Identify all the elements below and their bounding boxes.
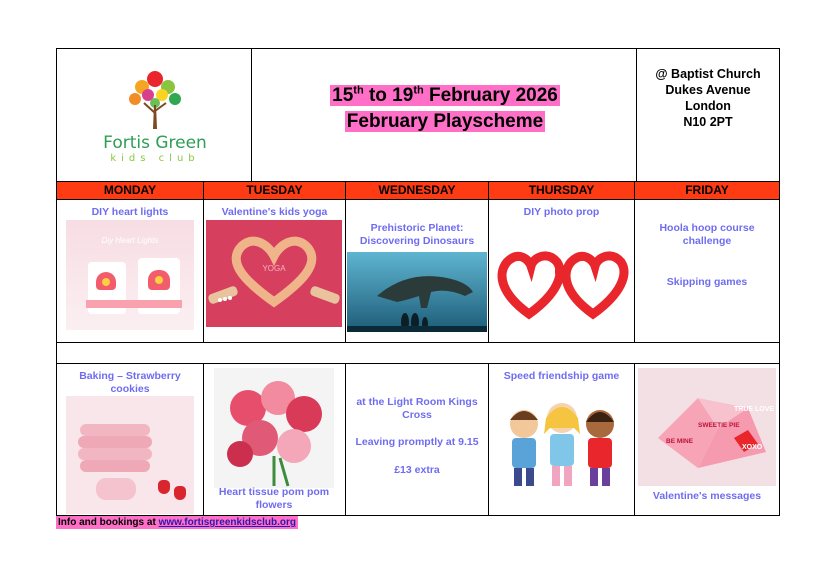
day-header-monday: MONDAY (56, 181, 204, 200)
week1-friday-cell (634, 199, 780, 343)
logo-cell (56, 48, 252, 182)
light-room-location: at the Light Room Kings Cross (356, 396, 478, 421)
activity-pom-pom-flowers: Heart tissue pom pom flowers (218, 486, 330, 511)
activity-diy-heart-lights: DIY heart lights (91, 206, 169, 218)
page-subtitle: February Playscheme (346, 111, 544, 133)
valentine-fortune-teller-photo: TRUE LOVE SWEETIE PIE XOXO BE MINE (638, 368, 776, 486)
activity-valentines-messages: Valentine's messages (652, 490, 762, 502)
activity-valentines-yoga: Valentine's kids yoga (221, 206, 328, 218)
page-title: 15th to 19th February 2026 (332, 85, 558, 107)
activity-skipping-games: Skipping games (666, 276, 748, 288)
heart-glasses-photo (493, 222, 630, 328)
day-header-friday: FRIDAY (634, 181, 780, 200)
strawberry-cookies-photo (66, 396, 194, 514)
spacer-row (56, 342, 780, 364)
day-header-tuesday: TUESDAY (203, 181, 346, 200)
yoga-heart-hands-photo: YOGA (206, 220, 342, 327)
pom-pom-flowers-photo (214, 368, 334, 488)
heart-lights-photo: Diy Heart Lights (66, 220, 194, 330)
logo-tagline: kids club (110, 153, 200, 164)
activity-speed-friendship: Speed friendship game (503, 370, 620, 382)
address-block: @ Baptist Church Dukes Avenue London N10 2PT (655, 67, 761, 129)
day-header-thursday: THURSDAY (488, 181, 635, 200)
schedule-table (56, 48, 780, 516)
extra-cost: £13 extra (394, 464, 440, 476)
title-cell (251, 48, 637, 182)
footer-info: Info and bookings at www.fortisgreenkidsclub.org (58, 517, 296, 528)
activity-prehistoric-planet: Prehistoric Planet: Discovering Dinosaurs (359, 222, 475, 247)
dinosaur-photo (347, 252, 487, 332)
activity-hoola-hoop: Hoola hoop course challenge (659, 222, 755, 247)
activity-diy-photo-prop: DIY photo prop (523, 206, 600, 218)
activity-baking-cookies: Baking – Strawberry cookies (79, 370, 181, 395)
leaving-time: Leaving promptly at 9.15 (355, 436, 479, 448)
website-link[interactable]: www.fortisgreenkidsclub.org (158, 517, 296, 528)
logo-name: Fortis Green (103, 133, 207, 153)
tree-logo-icon (120, 69, 190, 131)
day-header-wednesday: WEDNESDAY (345, 181, 489, 200)
friends-cartoon-image (496, 388, 628, 494)
